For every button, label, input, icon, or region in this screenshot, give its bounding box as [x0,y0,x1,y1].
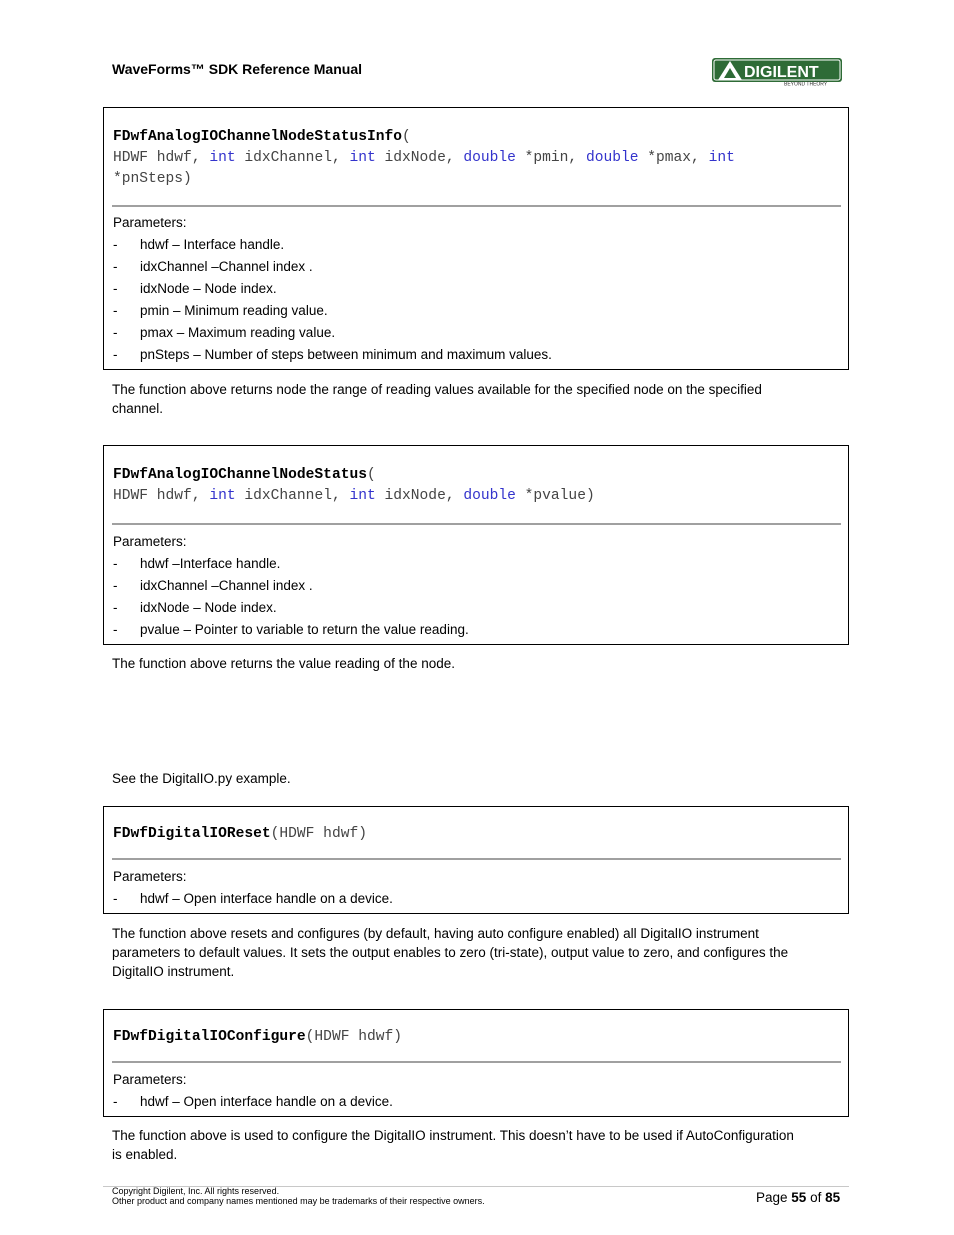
function-description: The function above returns node the range of reading values available for the specified node on the specified channel. [112,382,762,416]
separator-rule [112,1061,841,1063]
separator-rule [112,523,841,525]
signature-token: *pnSteps) [113,171,192,187]
signature-token: idxChannel, [235,488,350,504]
copyright-notice: Copyright Digilent, Inc. All rights reserved. [112,1186,280,1196]
signature-token: *pmax, [638,150,709,166]
digilent-logo-graphic [712,56,843,86]
signature-line [113,488,595,504]
signature-token: HDWF hdwf, [113,150,210,166]
function-box-node-status-info: FDwfAnalogIOChannelNodeStatusInfo( HDWF hdwf, int idxChannel, int idxNode, double *pmin, double *pmax, int *pnSteps) Parameters: - hdwf – Interface handle. - idxChannel –Channel index . - idxNode – Node index. - pmin – Minimum reading value. - pmax – Maximum reading value. - pnSteps – Number of steps between minimum and maximum values. [103,107,849,370]
separator-rule [112,858,841,860]
function-signature: FDwfAnalogIOChannelNodeStatusInfo( HDWF hdwf, int idxChannel, int idxNode, double *pmin, double *pmax, int *pnSteps) [113,129,735,187]
function-name: FDwfDigitalIOConfigure [113,1029,306,1045]
function-name: FDwfDigitalIOReset [113,826,271,842]
function-signature: FDwfDigitalIOConfigure(HDWF hdwf) [113,1029,403,1045]
page-number: Page 55 of 85 [756,1190,841,1205]
function-description: The function above is used to configure the DigitalIO instrument. This doesn’t have to be used if AutoConfiguration is enabled. [112,1128,794,1162]
type-keyword: double [463,150,516,166]
function-box-digitalio-reset: FDwfDigitalIOReset(HDWF hdwf) Parameters: - hdwf – Open interface handle on a device. [103,806,849,914]
digilent-logo [712,56,843,86]
signature-line [113,171,192,187]
parameters-heading: Parameters: [113,1072,187,1087]
signature-token: HDWF hdwf, [113,488,210,504]
trademark-notice: Other product and company names mentioned may be trademarks of their respective owners. [112,1196,485,1206]
document-title: WaveForms™ SDK Reference Manual [112,61,362,77]
parameters-heading: Parameters: [113,869,187,884]
separator-rule [112,205,841,207]
type-keyword: int [209,150,236,166]
parameters-heading: Parameters: [113,215,187,230]
logo-wordmark: DIGILENT [744,64,819,81]
type-keyword: double [463,488,516,504]
signature-token: *pvalue) [515,488,595,504]
type-keyword: int [349,488,376,504]
logo-tagline: BEYOND THEORY [784,81,828,86]
function-signature: FDwfDigitalIOReset(HDWF hdwf) [113,826,367,842]
function-description: The function above resets and configures (by default, having auto configure enabled) all DigitalIO instrument parameters to default values. It sets the output enables to zero (tri-state), output value to zero, and configures the DigitalIO instrument. [112,926,789,979]
type-keyword: int [349,150,376,166]
signature-line [113,150,735,166]
function-description: The function above returns the value reading of the node. [112,656,455,671]
signature-token: idxNode, [375,488,464,504]
function-box-node-status: FDwfAnalogIOChannelNodeStatus( HDWF hdwf, int idxChannel, int idxNode, double *pvalue) Parameters: - hdwf –Interface handle. - idxChannel –Channel index . - idxNode – Node index. - pvalue – Pointer to variable to return the value reading. [103,445,849,645]
signature-token: idxNode, [375,150,464,166]
function-name: FDwfAnalogIOChannelNodeStatus [113,467,367,483]
function-signature: FDwfAnalogIOChannelNodeStatus( HDWF hdwf, int idxChannel, int idxNode, double *pvalue) [113,467,595,504]
example-note: See the DigitalIO.py example. [112,771,291,786]
type-keyword: int [209,488,236,504]
parameters-heading: Parameters: [113,534,187,549]
type-keyword: double [585,150,639,166]
function-box-digitalio-configure: FDwfDigitalIOConfigure(HDWF hdwf) Parameters: - hdwf – Open interface handle on a device. [103,1009,849,1117]
type-keyword: int [708,150,735,166]
function-name: FDwfAnalogIOChannelNodeStatusInfo [113,129,403,145]
signature-token: idxChannel, [235,150,350,166]
signature-token: *pmin, [515,150,586,166]
